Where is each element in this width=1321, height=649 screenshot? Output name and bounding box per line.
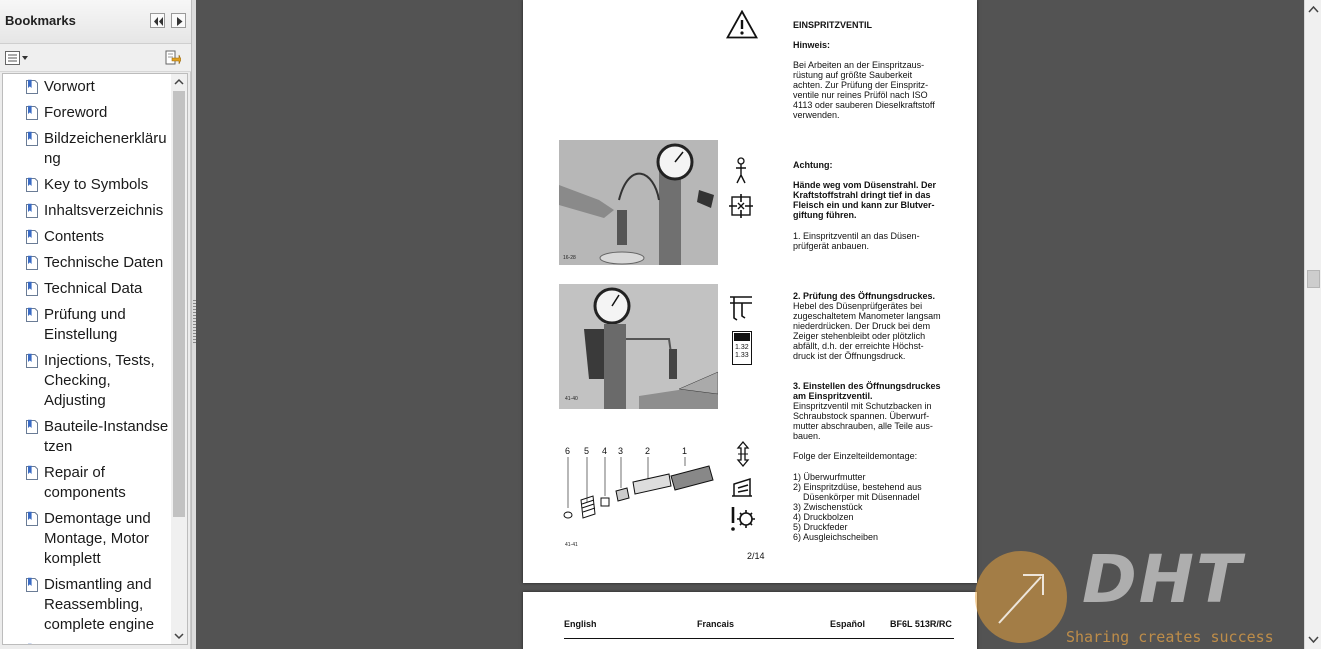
dismantle-arrow-icon bbox=[736, 441, 750, 467]
bookmarks-tree bbox=[2, 73, 188, 645]
step2-line: abfällt, d.h. der erreichte Höchst- bbox=[793, 341, 924, 351]
bookmarks-toolbar bbox=[0, 44, 191, 72]
bookmark-item[interactable] bbox=[3, 77, 171, 103]
bookmark-item[interactable] bbox=[3, 129, 171, 175]
bookmark-label: Bauteile-Instandsetzen bbox=[44, 418, 169, 455]
bookmarks-scroll-thumb[interactable] bbox=[173, 91, 185, 517]
double-chevron-left-icon bbox=[153, 16, 164, 27]
hinweis-line: 4113 oder sauberen Dieselkraftstoff bbox=[793, 100, 935, 110]
bookmark-label: Foreword bbox=[44, 104, 108, 121]
vise-icon bbox=[730, 476, 754, 498]
bookmark-label: Repair of components bbox=[44, 464, 126, 501]
bookmark-item[interactable] bbox=[3, 279, 171, 305]
bookmark-label: Key to Symbols bbox=[44, 176, 149, 193]
warning-icon bbox=[726, 10, 758, 39]
document-scroll-thumb[interactable] bbox=[1307, 270, 1320, 288]
person-icon bbox=[733, 157, 749, 185]
bookmark-item[interactable] bbox=[3, 417, 171, 463]
bookmark-list bbox=[3, 77, 171, 645]
watermark-tagline: Sharing creates success bbox=[1066, 628, 1274, 646]
bookmark-item[interactable] bbox=[3, 227, 171, 253]
step2-line: zugeschaltetem Manometer langsam bbox=[793, 311, 941, 321]
bookmark-item[interactable] bbox=[3, 463, 171, 509]
achtung-line: Hände weg vom Düsenstrahl. Der bbox=[793, 180, 937, 190]
bookmark-icon bbox=[25, 255, 39, 271]
bookmark-icon bbox=[25, 79, 39, 95]
bookmark-item[interactable] bbox=[3, 351, 171, 417]
step1-line: prüfgerät anbauen. bbox=[793, 241, 870, 251]
scroll-up-icon[interactable] bbox=[171, 74, 187, 90]
bookmark-label: Demontage und Montage, Motor komplett bbox=[44, 510, 151, 567]
photo-nozzle-tester bbox=[559, 140, 718, 265]
photo-opening-pressure bbox=[559, 284, 718, 409]
expand-panel-button[interactable] bbox=[171, 13, 186, 28]
part-callout: 4 bbox=[602, 446, 608, 456]
bookmarks-title: Bookmarks bbox=[5, 13, 76, 28]
hinweis-line: rüstung auf größte Sauberkeit bbox=[793, 70, 913, 80]
bookmarks-panel bbox=[0, 0, 191, 649]
bookmark-item[interactable] bbox=[3, 509, 171, 575]
photo-code: 16-28 bbox=[563, 255, 576, 261]
sequence-label: Folge der Einzelteildemontage: bbox=[793, 451, 918, 461]
hinweis-line: Bei Arbeiten an der Einspritzaus- bbox=[793, 60, 925, 70]
step3-line: mutter abschrauben, alle Teile aus- bbox=[793, 421, 933, 431]
options-menu-button[interactable] bbox=[5, 51, 31, 65]
reference-book-icon bbox=[732, 331, 752, 365]
part-item: 6) Ausgleichscheiben bbox=[793, 532, 879, 542]
bookmark-label: Inhaltsverzeichnis bbox=[44, 202, 164, 219]
collapse-panel-button[interactable] bbox=[150, 13, 165, 28]
reference-number: 1.32 bbox=[735, 344, 749, 351]
bookmark-icon bbox=[25, 577, 39, 593]
caliper-icon bbox=[728, 294, 754, 322]
part-callout: 6 bbox=[565, 446, 571, 456]
part-item: 4) Druckbolzen bbox=[793, 512, 854, 522]
pdf-page-next bbox=[523, 592, 977, 649]
photo-code: 41-41 bbox=[565, 542, 578, 548]
bookmark-icon bbox=[25, 353, 39, 369]
part-callout: 1 bbox=[682, 446, 688, 456]
step2-line: Zeiger stehenbleibt oder plötzlich bbox=[793, 331, 926, 341]
part-callout: 3 bbox=[618, 446, 624, 456]
step3-line: Einspritzventil mit Schutzbacken in bbox=[793, 401, 932, 411]
page-number: 2/14 bbox=[747, 551, 765, 561]
step2-line: niederdrücken. Der Druck bei dem bbox=[793, 321, 931, 331]
bookmarks-scrollbar[interactable] bbox=[171, 74, 187, 644]
language-column-spanish: Español bbox=[830, 619, 866, 629]
bookmark-label: Technische Daten bbox=[44, 254, 164, 271]
bookmark-label: Injections, Tests, Checking, Adjusting bbox=[44, 352, 155, 409]
language-column-french: Francais bbox=[697, 619, 735, 629]
watermark-brand: DHT bbox=[1082, 541, 1244, 618]
part-item: Düsenkörper mit Düsennadel bbox=[793, 492, 920, 502]
step1-line: 1. Einspritzventil an das Düsen- bbox=[793, 231, 920, 241]
bookmark-icon bbox=[25, 131, 39, 147]
step2-title: 2. Prüfung des Öffnungsdruckes. bbox=[793, 291, 936, 301]
step3-line: Schraubstock spannen. Überwurf- bbox=[793, 411, 930, 421]
bookmark-item[interactable] bbox=[3, 641, 171, 645]
hinweis-line: verwenden. bbox=[793, 110, 840, 120]
bookmark-label: Vorwort bbox=[44, 78, 95, 95]
scroll-down-icon[interactable] bbox=[171, 628, 187, 644]
photo-code: 41-40 bbox=[565, 396, 578, 402]
hinweis-line: achten. Zur Prüfung der Einspritz- bbox=[793, 80, 929, 90]
achtung-line: giftung führen. bbox=[793, 210, 857, 220]
bookmark-item[interactable] bbox=[3, 103, 171, 129]
bookmark-icon bbox=[25, 229, 39, 245]
bookmark-label: Bildzeichenerklärung bbox=[44, 130, 167, 167]
achtung-label: Achtung: bbox=[793, 160, 833, 170]
step2-line: druck ist der Öffnungsdruck. bbox=[793, 351, 906, 361]
bookmark-item[interactable] bbox=[3, 253, 171, 279]
bookmark-icon bbox=[25, 643, 39, 645]
header-rule bbox=[564, 638, 954, 639]
step3-line: bauen. bbox=[793, 431, 821, 441]
bookmark-label: Dismantling and Reassembling, complete engine bbox=[44, 576, 155, 633]
part-item: 1) Überwurfmutter bbox=[793, 472, 866, 482]
bookmark-icon bbox=[25, 105, 39, 121]
engine-model: BF6L 513R/RC bbox=[890, 619, 952, 629]
bookmark-icon bbox=[25, 281, 39, 297]
bookmark-label: Contents bbox=[44, 228, 105, 245]
arrow-icon bbox=[975, 551, 1067, 643]
part-item: 5) Druckfeder bbox=[793, 522, 848, 532]
bookmark-icon bbox=[25, 307, 39, 323]
expand-bookmark-icon[interactable] bbox=[163, 49, 181, 67]
pdf-page bbox=[523, 0, 977, 583]
hinweis-label: Hinweis: bbox=[793, 40, 831, 50]
scroll-up-icon[interactable] bbox=[1305, 1, 1321, 18]
part-item: 2) Einspritzdüse, bestehend aus bbox=[793, 482, 922, 492]
achtung-line: Kraftstoffstrahl dringt tief in das bbox=[793, 190, 931, 200]
bookmark-label: Technical Data bbox=[44, 280, 143, 297]
step3-title: 3. Einstellen des Öffnungsdruckes bbox=[793, 381, 941, 391]
exploded-parts-drawing bbox=[559, 436, 718, 553]
section-heading: EINSPRITZVENTIL bbox=[793, 20, 873, 30]
part-item: 3) Zwischenstück bbox=[793, 502, 863, 512]
bookmarks-header bbox=[0, 0, 191, 44]
hinweis-line: ventile nur reines Prüföl nach ISO bbox=[793, 90, 928, 100]
scroll-down-icon[interactable] bbox=[1305, 631, 1321, 648]
bookmark-label: Prüfung und Einstellung bbox=[44, 306, 126, 343]
watermark-logo bbox=[975, 551, 1067, 643]
achtung-line: Fleisch ein und kann zur Blutver- bbox=[793, 200, 935, 210]
document-scrollbar[interactable] bbox=[1304, 0, 1321, 649]
part-callout: 5 bbox=[584, 446, 590, 456]
bookmark-item[interactable] bbox=[3, 575, 171, 641]
bookmark-icon bbox=[25, 511, 39, 527]
step2-line: Hebel des Düsenprüfgerätes bei bbox=[793, 301, 923, 311]
bookmark-icon bbox=[25, 177, 39, 193]
step3-title: am Einspritzventil. bbox=[793, 391, 873, 401]
reference-number: 1.33 bbox=[735, 352, 749, 359]
caution-gear-icon bbox=[729, 505, 755, 533]
bookmark-icon bbox=[25, 203, 39, 219]
bookmark-item[interactable] bbox=[3, 175, 171, 201]
bookmark-item[interactable] bbox=[3, 201, 171, 227]
language-column-english: English bbox=[564, 619, 597, 629]
bookmark-icon bbox=[25, 419, 39, 435]
part-callout: 2 bbox=[645, 446, 651, 456]
bookmark-icon bbox=[25, 465, 39, 481]
bookmark-item[interactable] bbox=[3, 305, 171, 351]
injection-hazard-icon bbox=[729, 194, 753, 218]
triangle-right-icon bbox=[174, 16, 185, 27]
